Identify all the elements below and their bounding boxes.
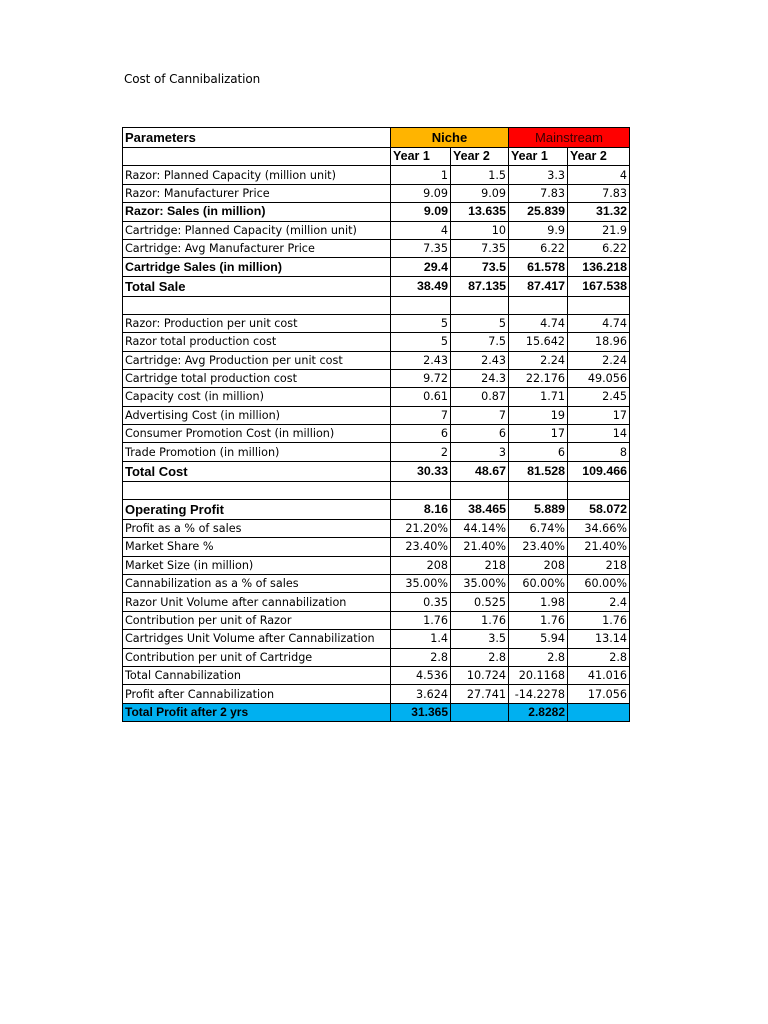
value-cell (509, 296, 568, 314)
value-cell: 1 (391, 166, 451, 184)
table-row (123, 685, 630, 703)
row-label: Razor total production cost (123, 333, 391, 351)
row-label (123, 481, 391, 499)
value-cell: 8 (568, 443, 630, 461)
table-row (123, 388, 630, 406)
table-row (123, 556, 630, 574)
value-cell: 5 (391, 333, 451, 351)
value-cell: 0.61 (391, 388, 451, 406)
parameters-header: Parameters (123, 128, 391, 148)
value-cell (451, 703, 509, 721)
value-cell (451, 481, 509, 499)
table-row (123, 611, 630, 629)
value-cell: 23.40% (391, 538, 451, 556)
value-cell: 38.49 (391, 276, 451, 296)
value-cell: 1.71 (509, 388, 568, 406)
value-cell: 5.889 (509, 499, 568, 519)
value-cell: 1.5 (451, 166, 509, 184)
value-cell: 23.40% (509, 538, 568, 556)
value-cell: 87.135 (451, 276, 509, 296)
value-cell (391, 296, 451, 314)
value-cell: 3.624 (391, 685, 451, 703)
row-label: Capacity cost (in million) (123, 388, 391, 406)
value-cell (391, 481, 451, 499)
value-cell: 1.98 (509, 593, 568, 611)
table-row (123, 166, 630, 184)
value-cell: 44.14% (451, 519, 509, 537)
value-cell: 2.24 (568, 351, 630, 369)
document-title: Cost of Cannibalization (124, 72, 261, 86)
table-row (123, 461, 630, 481)
row-label: Razor: Sales (in million) (123, 203, 391, 221)
value-cell: 9.72 (391, 369, 451, 387)
value-cell: 7 (391, 406, 451, 424)
value-cell: 9.9 (509, 221, 568, 239)
table-row (123, 406, 630, 424)
row-label: Profit as a % of sales (123, 519, 391, 537)
value-cell: 0.525 (451, 593, 509, 611)
value-cell: 35.00% (451, 575, 509, 593)
value-cell: 21.40% (451, 538, 509, 556)
cannibalization-table (122, 127, 630, 722)
value-cell: 21.40% (568, 538, 630, 556)
row-label: Total Profit after 2 yrs (123, 703, 391, 721)
row-label: Cartridge: Avg Production per unit cost (123, 351, 391, 369)
value-cell: 17.056 (568, 685, 630, 703)
value-cell: 20.1168 (509, 666, 568, 684)
value-cell: 24.3 (451, 369, 509, 387)
value-cell: 13.635 (451, 203, 509, 221)
row-label: Cartridge Sales (in million) (123, 258, 391, 276)
value-cell: 2.24 (509, 351, 568, 369)
year-row (123, 148, 630, 166)
row-label: Market Size (in million) (123, 556, 391, 574)
value-cell: 4 (568, 166, 630, 184)
value-cell: 5 (391, 314, 451, 332)
value-cell: 61.578 (509, 258, 568, 276)
value-cell: 48.67 (451, 461, 509, 481)
header-row (123, 128, 630, 148)
value-cell: 218 (568, 556, 630, 574)
row-label: Total Cannabilization (123, 666, 391, 684)
table-row (123, 443, 630, 461)
value-cell: 17 (568, 406, 630, 424)
value-cell: 27.741 (451, 685, 509, 703)
value-cell: 81.528 (509, 461, 568, 481)
table-row (123, 425, 630, 443)
value-cell: 60.00% (509, 575, 568, 593)
value-cell: 60.00% (568, 575, 630, 593)
value-cell: 3.3 (509, 166, 568, 184)
value-cell: 6.22 (568, 239, 630, 257)
value-cell: 1.4 (391, 630, 451, 648)
value-cell: 208 (509, 556, 568, 574)
table-row (123, 296, 630, 314)
value-cell (568, 703, 630, 721)
row-label: Cartridge total production cost (123, 369, 391, 387)
value-cell: 6 (509, 443, 568, 461)
row-label: Cartridge: Avg Manufacturer Price (123, 239, 391, 257)
value-cell: 34.66% (568, 519, 630, 537)
value-cell: 21.9 (568, 221, 630, 239)
table-row (123, 648, 630, 666)
value-cell: 58.072 (568, 499, 630, 519)
row-label: Market Share % (123, 538, 391, 556)
value-cell: 6 (451, 425, 509, 443)
row-label (123, 296, 391, 314)
value-cell: 6.74% (509, 519, 568, 537)
row-label: Razor: Production per unit cost (123, 314, 391, 332)
value-cell: 5.94 (509, 630, 568, 648)
row-label: Operating Profit (123, 499, 391, 519)
value-cell: 2.43 (391, 351, 451, 369)
value-cell: 218 (451, 556, 509, 574)
value-cell: -14.2278 (509, 685, 568, 703)
value-cell: 19 (509, 406, 568, 424)
table-row (123, 351, 630, 369)
table-row (123, 333, 630, 351)
value-cell: 29.4 (391, 258, 451, 276)
row-label: Consumer Promotion Cost (in million) (123, 425, 391, 443)
value-cell: 73.5 (451, 258, 509, 276)
table-row (123, 184, 630, 202)
table-row (123, 499, 630, 519)
value-cell (451, 296, 509, 314)
year-header: Year 2 (451, 148, 509, 166)
value-cell: 87.417 (509, 276, 568, 296)
table-row (123, 538, 630, 556)
row-label: Total Cost (123, 461, 391, 481)
value-cell: 0.87 (451, 388, 509, 406)
value-cell: 2.4 (568, 593, 630, 611)
row-label: Razor: Planned Capacity (million unit) (123, 166, 391, 184)
value-cell: 208 (391, 556, 451, 574)
value-cell: 4.74 (568, 314, 630, 332)
value-cell: 21.20% (391, 519, 451, 537)
value-cell: 38.465 (451, 499, 509, 519)
year-header: Year 2 (568, 148, 630, 166)
value-cell: 22.176 (509, 369, 568, 387)
value-cell: 7.35 (391, 239, 451, 257)
value-cell: 35.00% (391, 575, 451, 593)
value-cell: 17 (509, 425, 568, 443)
value-cell: 8.16 (391, 499, 451, 519)
value-cell: 2.8282 (509, 703, 568, 721)
table-row (123, 221, 630, 239)
value-cell: 2.8 (451, 648, 509, 666)
value-cell: 7.5 (451, 333, 509, 351)
value-cell: 4.536 (391, 666, 451, 684)
value-cell: 7.35 (451, 239, 509, 257)
value-cell: 2.8 (391, 648, 451, 666)
value-cell: 30.33 (391, 461, 451, 481)
table-row (123, 593, 630, 611)
value-cell: 1.76 (391, 611, 451, 629)
row-label: Profit after Cannabilization (123, 685, 391, 703)
value-cell: 6.22 (509, 239, 568, 257)
row-label: Razor: Manufacturer Price (123, 184, 391, 202)
value-cell: 1.76 (451, 611, 509, 629)
niche-header: Niche (391, 128, 509, 148)
value-cell: 7.83 (568, 184, 630, 202)
value-cell: 41.016 (568, 666, 630, 684)
value-cell: 6 (391, 425, 451, 443)
row-label: Cartridge: Planned Capacity (million unit) (123, 221, 391, 239)
mainstream-header: Mainstream (509, 128, 630, 148)
value-cell (568, 296, 630, 314)
table-row (123, 258, 630, 276)
value-cell: 2.8 (509, 648, 568, 666)
value-cell: 7 (451, 406, 509, 424)
value-cell: 2.43 (451, 351, 509, 369)
table-row (123, 276, 630, 296)
year-header: Year 1 (391, 148, 451, 166)
value-cell: 2.8 (568, 648, 630, 666)
value-cell: 5 (451, 314, 509, 332)
total-profit-row (123, 703, 630, 721)
value-cell: 4.74 (509, 314, 568, 332)
value-cell: 9.09 (451, 184, 509, 202)
value-cell: 15.642 (509, 333, 568, 351)
value-cell: 1.76 (568, 611, 630, 629)
table-row (123, 239, 630, 257)
year-row-blank (123, 148, 391, 166)
value-cell: 136.218 (568, 258, 630, 276)
value-cell: 31.365 (391, 703, 451, 721)
row-label: Trade Promotion (in million) (123, 443, 391, 461)
table-row (123, 630, 630, 648)
table-row (123, 575, 630, 593)
value-cell: 2.45 (568, 388, 630, 406)
table-row (123, 314, 630, 332)
value-cell: 2 (391, 443, 451, 461)
row-label: Cannabilization as a % of sales (123, 575, 391, 593)
value-cell: 4 (391, 221, 451, 239)
value-cell (509, 481, 568, 499)
table-row (123, 481, 630, 499)
value-cell: 7.83 (509, 184, 568, 202)
value-cell: 109.466 (568, 461, 630, 481)
value-cell: 3 (451, 443, 509, 461)
row-label: Advertising Cost (in million) (123, 406, 391, 424)
value-cell: 13.14 (568, 630, 630, 648)
value-cell: 49.056 (568, 369, 630, 387)
value-cell: 3.5 (451, 630, 509, 648)
value-cell: 0.35 (391, 593, 451, 611)
value-cell: 10 (451, 221, 509, 239)
value-cell: 1.76 (509, 611, 568, 629)
row-label: Contribution per unit of Razor (123, 611, 391, 629)
value-cell: 25.839 (509, 203, 568, 221)
value-cell: 14 (568, 425, 630, 443)
row-label: Razor Unit Volume after cannabilization (123, 593, 391, 611)
row-label: Total Sale (123, 276, 391, 296)
value-cell: 18.96 (568, 333, 630, 351)
row-label: Cartridges Unit Volume after Cannabilization (123, 630, 391, 648)
value-cell: 10.724 (451, 666, 509, 684)
value-cell: 9.09 (391, 184, 451, 202)
value-cell: 31.32 (568, 203, 630, 221)
table-row (123, 666, 630, 684)
table-row (123, 519, 630, 537)
table-row (123, 369, 630, 387)
row-label: Contribution per unit of Cartridge (123, 648, 391, 666)
value-cell (568, 481, 630, 499)
year-header: Year 1 (509, 148, 568, 166)
table-row (123, 203, 630, 221)
value-cell: 9.09 (391, 203, 451, 221)
value-cell: 167.538 (568, 276, 630, 296)
